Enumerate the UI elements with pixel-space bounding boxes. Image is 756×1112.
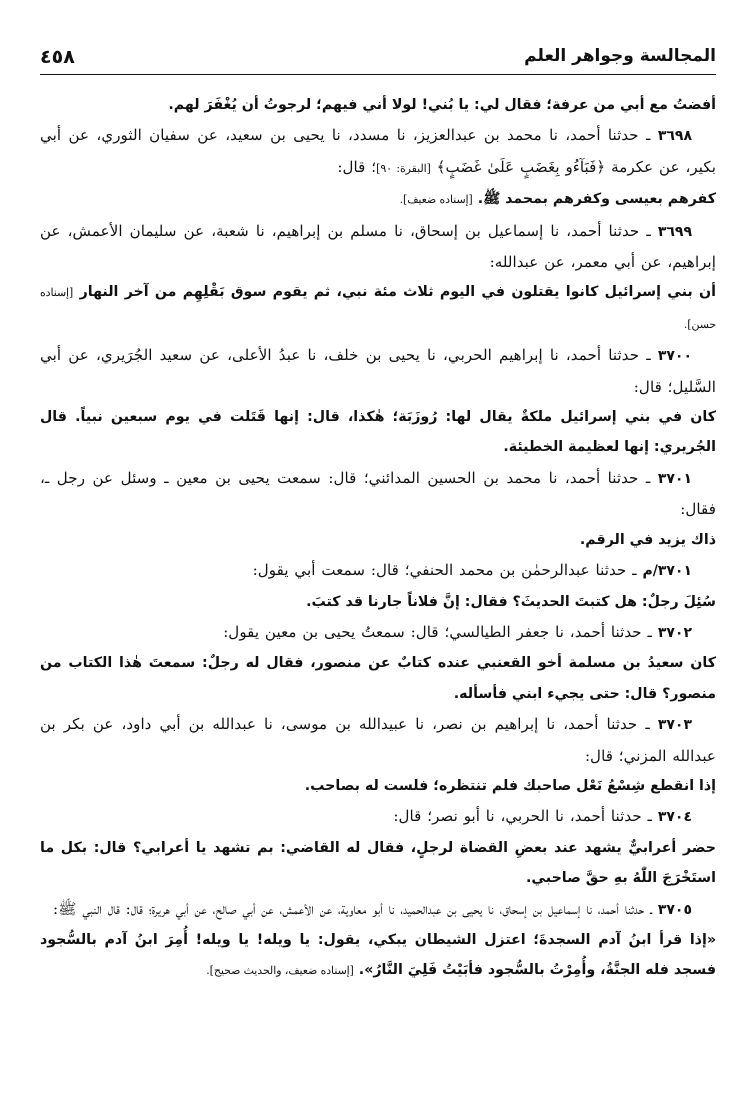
matn-text bbox=[40, 90, 716, 120]
matn-line: إذا انقطع شِسْعُ نَعْل صاحبك فلم تنتظره؛ فلست له بصاحب. bbox=[304, 777, 716, 794]
matn-text bbox=[40, 587, 716, 617]
isnad-paragraph bbox=[40, 801, 716, 832]
hadith-number: ٣٧٠٥ bbox=[657, 901, 692, 918]
matn-line: سُئِلَ رجلٌ: هل كتبتَ الحديثَ؟ فقال: إنَّ فلاناً جارنا قد كتبَ. bbox=[306, 593, 716, 610]
page-body bbox=[40, 90, 716, 1092]
matn-line: حضر أعرابيٌّ يشهد عند بعضِ القضاة لرجلٍ، فقال له القاضي: بم تشهد يا أعرابي؟ قال: بكل ما استَخْرَجَ اللّٰهُ بهِ حقَّ صاحبي. bbox=[40, 839, 716, 887]
matn-line: أفضتُ مع أبي من عرفة؛ فقال لي: يا بُني! لولا أني فيهم؛ لرجوتُ أن يُغْفَرَ لهم. bbox=[168, 97, 716, 113]
grading-note: [إسناده ضعيف]. bbox=[399, 193, 473, 207]
matn-text bbox=[40, 525, 716, 555]
isnad-paragraph bbox=[40, 894, 716, 925]
matn-text bbox=[40, 925, 716, 987]
page-number: ٤٥٨ bbox=[40, 46, 75, 68]
matn-text bbox=[40, 833, 716, 894]
matn-line: كان سعيدُ بن مسلمة أخو القعنبي عنده كتابٌ عن منصور، فقال له رجلٌ: سمعتَ هٰذا الكتاب من منصور؟ قال: حتى يجيء ابني فأسأله. bbox=[40, 655, 716, 702]
isnad-paragraph bbox=[40, 709, 716, 771]
matn-line: أن بني إسرائيل كانوا يقتلون في اليوم ثلاث مئة نبي، ثم يقوم سوق بَقْلِهِم من آخر النهار bbox=[73, 284, 716, 301]
isnad-text: ـ حدثنا أحمد، نا محمد بن الحسين المدائني؛ قال: سمعت يحيى بن معين ـ وسئل عن رجل ـ، فقال: bbox=[40, 468, 716, 519]
isnad-text: ـ حدثنا عبدالرحمٰن بن محمد الحنفي؛ قال: سمعت أبي يقول: bbox=[252, 561, 643, 580]
matn-line: كان في بني إسرائيل ملكةٌ يقال لها: رُوزَبَة؛ هٰكذا، قال: إنها قَتَلت في يوم سبعين نبياً. قال الجُريري: إنها لعظيمة الخطيئة. bbox=[40, 409, 716, 456]
matn-text bbox=[40, 402, 716, 463]
hadith-number: ٣٧٠١/م bbox=[642, 563, 692, 580]
isnad-paragraph bbox=[40, 340, 716, 402]
grading-note: [إسناده ضعيف، والحديث صحيح]. bbox=[206, 964, 354, 978]
matn-text bbox=[40, 648, 716, 709]
isnad-text: ـ حدثنا أحمد، نا محمد بن عبدالعزيز، نا مسدد، نا يحيى بن سعيد، عن سفيان الثوري، عن أبي بكير، عن عكرمة ﴿فَبَآءُو بِغَضَبٍ عَلَىٰ غَضَبٍ﴾ bbox=[40, 126, 716, 176]
hadith-number: ٣٧٠٤ bbox=[657, 809, 692, 826]
hadith-number: ٣٧٠٢ bbox=[657, 624, 692, 641]
matn-text bbox=[40, 277, 716, 340]
hadith-number: ٣٧٠١ bbox=[657, 470, 692, 487]
matn-line: «إذا قرأ ابنُ آدم السجدةَ؛ اعتزل الشيطان يبكي، يقول: يا ويله! يا ويله! أُمِرَ ابنُ آدم بالسُّجود فسجد فله الجنَّةُ، وأُمِرْتُ بالسُّجود فأبَيْتُ فَلِيَ النَّارُ». bbox=[40, 931, 716, 979]
isnad-tail: ؛ قال: bbox=[337, 157, 377, 176]
hadith-number: ٣٧٠٠ bbox=[657, 348, 692, 365]
page-header bbox=[40, 44, 716, 75]
isnad-paragraph bbox=[40, 216, 716, 278]
isnad-paragraph bbox=[40, 463, 716, 525]
hadith-number: ٣٦٩٩ bbox=[657, 223, 692, 240]
isnad-text: ـ حدثنا أحمد، نا إبراهيم الحربي، نا يحيى بن خلف، نا عبدُ الأعلى، عن سعيد الجُرَيري، عن أبي السَّليل؛ قال: bbox=[40, 346, 716, 396]
isnad-text: ـ حدثنا أحمد، نا جعفر الطيالسي؛ قال: سمعتُ يحيى بن معين يقول: bbox=[223, 622, 658, 641]
matn-text bbox=[40, 771, 716, 801]
matn-line: كفرهم بعيسى وكفرهم بمحمد ﷺ. bbox=[472, 191, 716, 208]
matn-text bbox=[40, 184, 716, 215]
isnad-paragraph bbox=[40, 617, 716, 648]
matn-line: ذاك يزيد في الرقم. bbox=[579, 531, 716, 548]
isnad-paragraph bbox=[40, 120, 716, 184]
isnad-text: ـ حدثنا أحمد، نا إسماعيل بن إسحاق، نا مسلم بن إبراهيم، نا شعبة، عن سليمان الأعمش، عن إبراهيم، عن أبي معمر، عن عبدالله: bbox=[40, 221, 716, 272]
quran-reference: [البقرة: ٩٠] bbox=[376, 161, 431, 175]
hadith-number: ٣٧٠٣ bbox=[657, 717, 692, 734]
isnad-text: ـ حدثنا أحمد، نا الحربي، نا أبو نصر؛ قال: bbox=[393, 807, 658, 826]
isnad-text: ـ حدثنا أحمد، نا إبراهيم بن نصر، نا عبيدالله بن موسى، نا عبدالله بن أبي داود، عن بكر بن عبدالله المزني؛ قال: bbox=[40, 715, 716, 765]
running-title: المجالسة وجواهر العلم bbox=[524, 46, 716, 66]
grading-note: [إسناده حسن]. bbox=[40, 286, 716, 331]
isnad-paragraph bbox=[40, 555, 716, 586]
isnad-text: ـ حدثنا أحمد، نا إسماعيل بن إسحاق، نا يحيى بن عبدالحميد، نا أبو معاوية، عن الأعمش، عن أبي صالح، عن أبي هريرة؛ قال: قال النبي ﷺ: bbox=[53, 899, 658, 918]
hadith-number: ٣٦٩٨ bbox=[657, 128, 692, 145]
